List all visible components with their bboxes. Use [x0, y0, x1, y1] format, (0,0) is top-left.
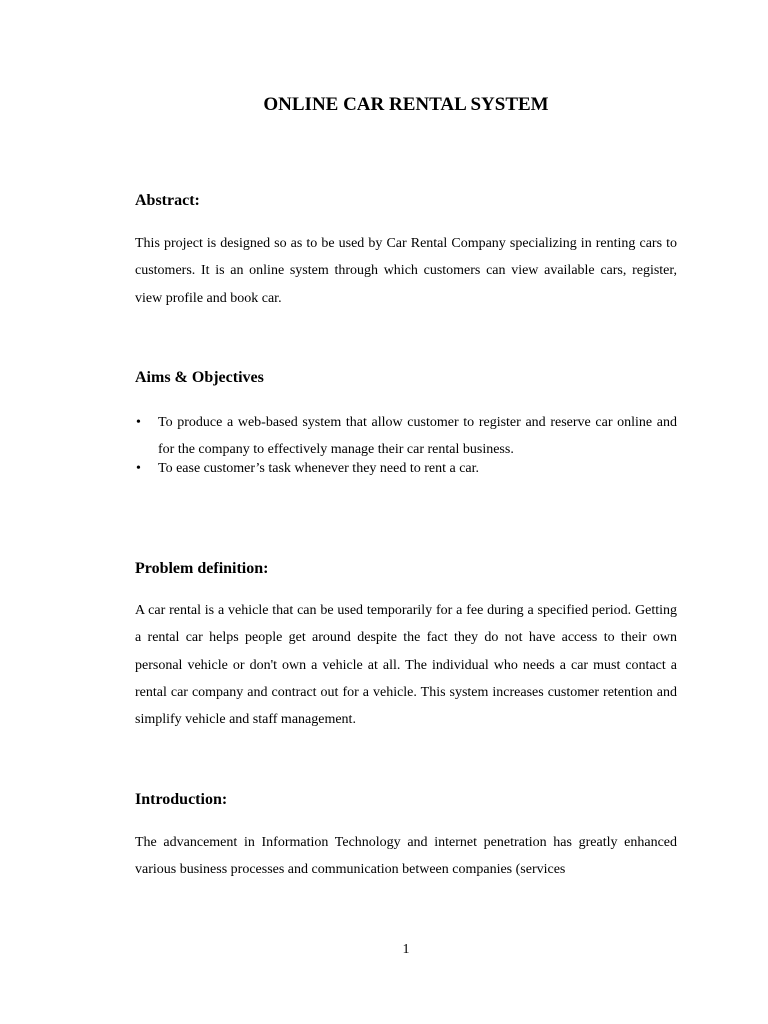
problem-definition-paragraph: A car rental is a vehicle that can be used temporarily for a fee during a specified period. Getting a rental car helps people get around despite the fact they do not have access to their own personal vehicle or don't own a vehicle at all. The individual who needs a car must contact a rental car company and contract out for a vehicle. This system increases customer retention and simplify vehicle and staff management. — [135, 603, 677, 728]
page-number: 1 — [402, 942, 410, 957]
list-item — [135, 409, 677, 463]
bullet-icon: • — [136, 461, 141, 476]
section-heading-introduction: Introduction: — [135, 791, 228, 808]
document-title: ONLINE CAR RENTAL SYSTEM — [263, 94, 549, 115]
introduction-paragraph: The advancement in Information Technology and internet penetration has greatly enhanced various business processes and communication between companies (services — [135, 835, 677, 878]
section-heading-problem-definition: Problem definition: — [135, 560, 269, 577]
list-item-text: To produce a web-based system that allow customer to register and reserve car online and for the company to effectively manage their car rental business. — [158, 415, 677, 457]
list-item-text: To ease customer’s task whenever they need to rent a car. — [158, 461, 480, 476]
section-heading-aims-objectives: Aims & Objectives — [135, 369, 264, 386]
abstract-paragraph: This project is designed so as to be used by Car Rental Company specializing in renting cars to customers. It is an online system through which customers can view available cars, register, view profile and book car. — [135, 236, 677, 306]
list-item — [135, 459, 677, 479]
objectives-list — [135, 409, 677, 479]
bullet-icon: • — [136, 415, 141, 430]
section-heading-abstract: Abstract: — [135, 192, 200, 209]
